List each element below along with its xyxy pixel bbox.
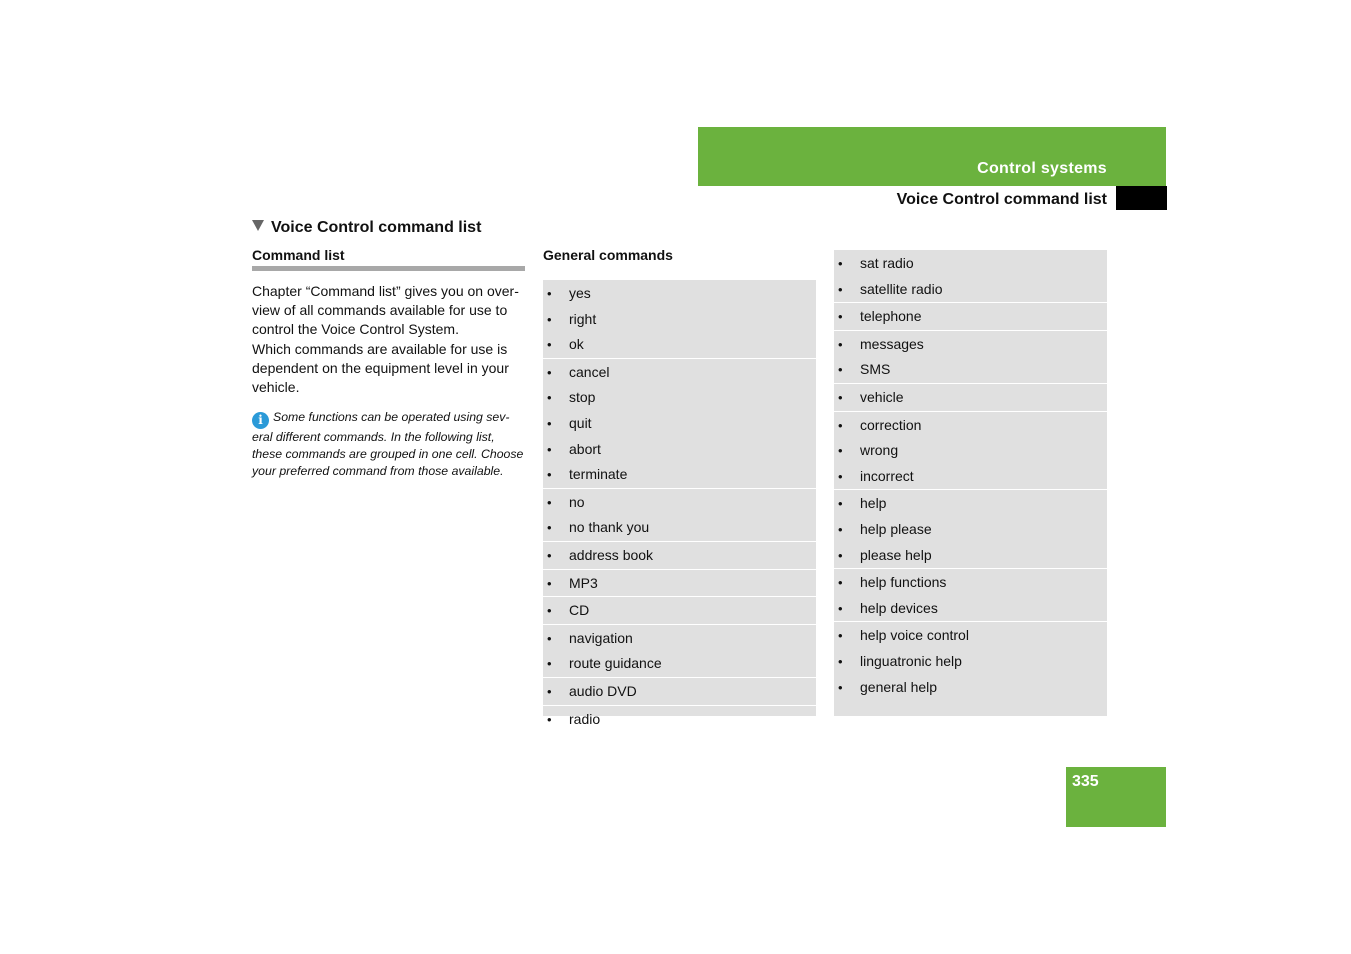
command-text: correction (860, 416, 922, 433)
command-group (834, 412, 1107, 491)
command-group (834, 384, 1107, 412)
bullet-icon: • (838, 389, 843, 405)
command-group (543, 489, 816, 542)
intro-paragraph-2: Which commands are available for use is dependent on the equipment level in your vehicle. (252, 340, 509, 396)
bullet-icon: • (838, 468, 843, 484)
command-text: CD (569, 602, 590, 619)
command-item (543, 462, 816, 488)
command-item (543, 626, 816, 652)
command-item (834, 491, 1107, 517)
page-heading (252, 219, 481, 237)
command-item (834, 357, 1107, 383)
bullet-icon: • (838, 281, 843, 297)
command-text: stop (569, 389, 596, 406)
command-group (834, 331, 1107, 384)
command-group (543, 706, 816, 733)
header-band (698, 127, 1166, 186)
heading-rule (252, 266, 525, 271)
bullet-icon: • (547, 711, 552, 727)
bullet-icon: • (547, 311, 552, 327)
command-text: SMS (860, 361, 891, 378)
command-text: ok (569, 336, 584, 353)
bullet-icon: • (547, 337, 552, 353)
command-item (834, 623, 1107, 649)
command-text: satellite radio (860, 280, 943, 297)
command-item (543, 571, 816, 597)
bullet-icon: • (547, 575, 552, 591)
command-text: yes (569, 285, 591, 301)
command-group (543, 359, 816, 489)
command-item (543, 515, 816, 541)
command-text: cancel (569, 363, 610, 380)
command-group (834, 569, 1107, 622)
command-group (834, 303, 1107, 331)
command-item (834, 413, 1107, 439)
command-item (543, 490, 816, 516)
command-text: radio (569, 710, 601, 727)
bullet-icon: • (838, 362, 843, 378)
command-text: please help (860, 546, 932, 563)
command-item (543, 437, 816, 463)
command-text: navigation (569, 629, 633, 646)
command-item (543, 411, 816, 437)
general-commands-heading: General commands (543, 247, 673, 263)
info-note-text: Some functions can be operated using sev-eral different commands. In the following list, these commands are grouped in one cell. Choose your preferred command from those available. (252, 410, 524, 478)
command-item (543, 598, 816, 624)
bullet-icon: • (547, 520, 552, 536)
command-text: vehicle (860, 388, 904, 405)
bullet-icon: • (838, 496, 843, 512)
command-item (834, 332, 1107, 358)
bullet-icon: • (547, 364, 552, 380)
bullet-icon: • (547, 415, 552, 431)
bullet-icon: • (838, 628, 843, 644)
command-text: address book (569, 546, 654, 563)
command-item (543, 360, 816, 386)
command-text: route guidance (569, 655, 662, 672)
commands-table-right (834, 250, 1107, 716)
command-item (543, 281, 816, 307)
bullet-icon: • (838, 547, 843, 563)
command-group (543, 597, 816, 625)
command-item (834, 438, 1107, 464)
section-title: Control systems (977, 160, 1107, 177)
command-item (834, 385, 1107, 411)
down-triangle-icon (252, 220, 264, 231)
bullet-icon: • (547, 390, 552, 406)
command-item (543, 307, 816, 333)
command-text: linguatronic help (860, 652, 962, 669)
bullet-icon: • (838, 600, 843, 616)
command-group (543, 678, 816, 706)
command-item (834, 675, 1107, 701)
command-text: terminate (569, 466, 628, 483)
bullet-icon: • (547, 630, 552, 646)
command-item (543, 707, 816, 733)
command-text: right (569, 310, 597, 327)
command-group (543, 542, 816, 570)
bullet-icon: • (547, 467, 552, 483)
command-group (543, 570, 816, 598)
command-group (543, 280, 816, 359)
command-text: no (569, 493, 585, 510)
page-heading-text: Voice Control command list (271, 219, 482, 236)
command-text: MP3 (569, 574, 598, 591)
page-tab-marker (1116, 186, 1167, 210)
command-item (543, 332, 816, 358)
command-item (834, 596, 1107, 622)
command-text: help voice control (860, 627, 969, 644)
command-text: quit (569, 414, 592, 431)
command-group (834, 622, 1107, 700)
page-number: 335 (1072, 773, 1099, 790)
intro-paragraph-1: Chapter “Command list” gives you on over-view of all commands available for use to control the Voice Control System. (252, 283, 519, 338)
bullet-icon: • (838, 575, 843, 591)
bullet-icon: • (838, 309, 843, 325)
command-item (834, 649, 1107, 675)
command-group (543, 625, 816, 678)
bullet-icon: • (838, 679, 843, 695)
command-item (543, 543, 816, 569)
page-number-box (1066, 767, 1166, 827)
bullet-icon: • (547, 494, 552, 510)
bullet-icon: • (838, 256, 843, 271)
command-text: incorrect (860, 467, 914, 484)
command-item (543, 679, 816, 705)
command-item (834, 464, 1107, 490)
bullet-icon: • (838, 443, 843, 459)
command-item (834, 570, 1107, 596)
command-group (834, 490, 1107, 569)
command-text: general help (860, 678, 938, 695)
command-item (834, 304, 1107, 330)
bullet-icon: • (547, 603, 552, 619)
info-icon: i (252, 412, 269, 429)
command-item (834, 277, 1107, 303)
command-text: sat radio (860, 255, 914, 271)
bullet-icon: • (838, 417, 843, 433)
command-item (834, 543, 1107, 569)
bullet-icon: • (547, 683, 552, 699)
command-text: messages (860, 335, 924, 352)
command-text: help please (860, 520, 932, 537)
bullet-icon: • (547, 441, 552, 457)
bullet-icon: • (547, 656, 552, 672)
bullet-icon: • (838, 336, 843, 352)
command-text: telephone (860, 308, 922, 325)
bullet-icon: • (547, 547, 552, 563)
bullet-icon: • (838, 521, 843, 537)
command-text: help (860, 495, 887, 512)
command-text: help functions (860, 574, 947, 591)
bullet-icon: • (838, 653, 843, 669)
command-text: wrong (860, 442, 899, 459)
command-item (834, 251, 1107, 277)
command-list-heading: Command list (252, 247, 345, 263)
command-item (543, 651, 816, 677)
intro-text (252, 282, 530, 397)
command-item (543, 385, 816, 411)
command-text: audio DVD (569, 682, 637, 699)
command-text: abort (569, 440, 601, 457)
command-text: help devices (860, 599, 938, 616)
commands-table-left (543, 280, 816, 727)
bullet-icon: • (547, 286, 552, 301)
subsection-title: Voice Control command list (896, 191, 1107, 208)
command-item (834, 517, 1107, 543)
command-text: no thank you (569, 519, 650, 536)
command-group (834, 250, 1107, 303)
info-note (252, 409, 528, 479)
